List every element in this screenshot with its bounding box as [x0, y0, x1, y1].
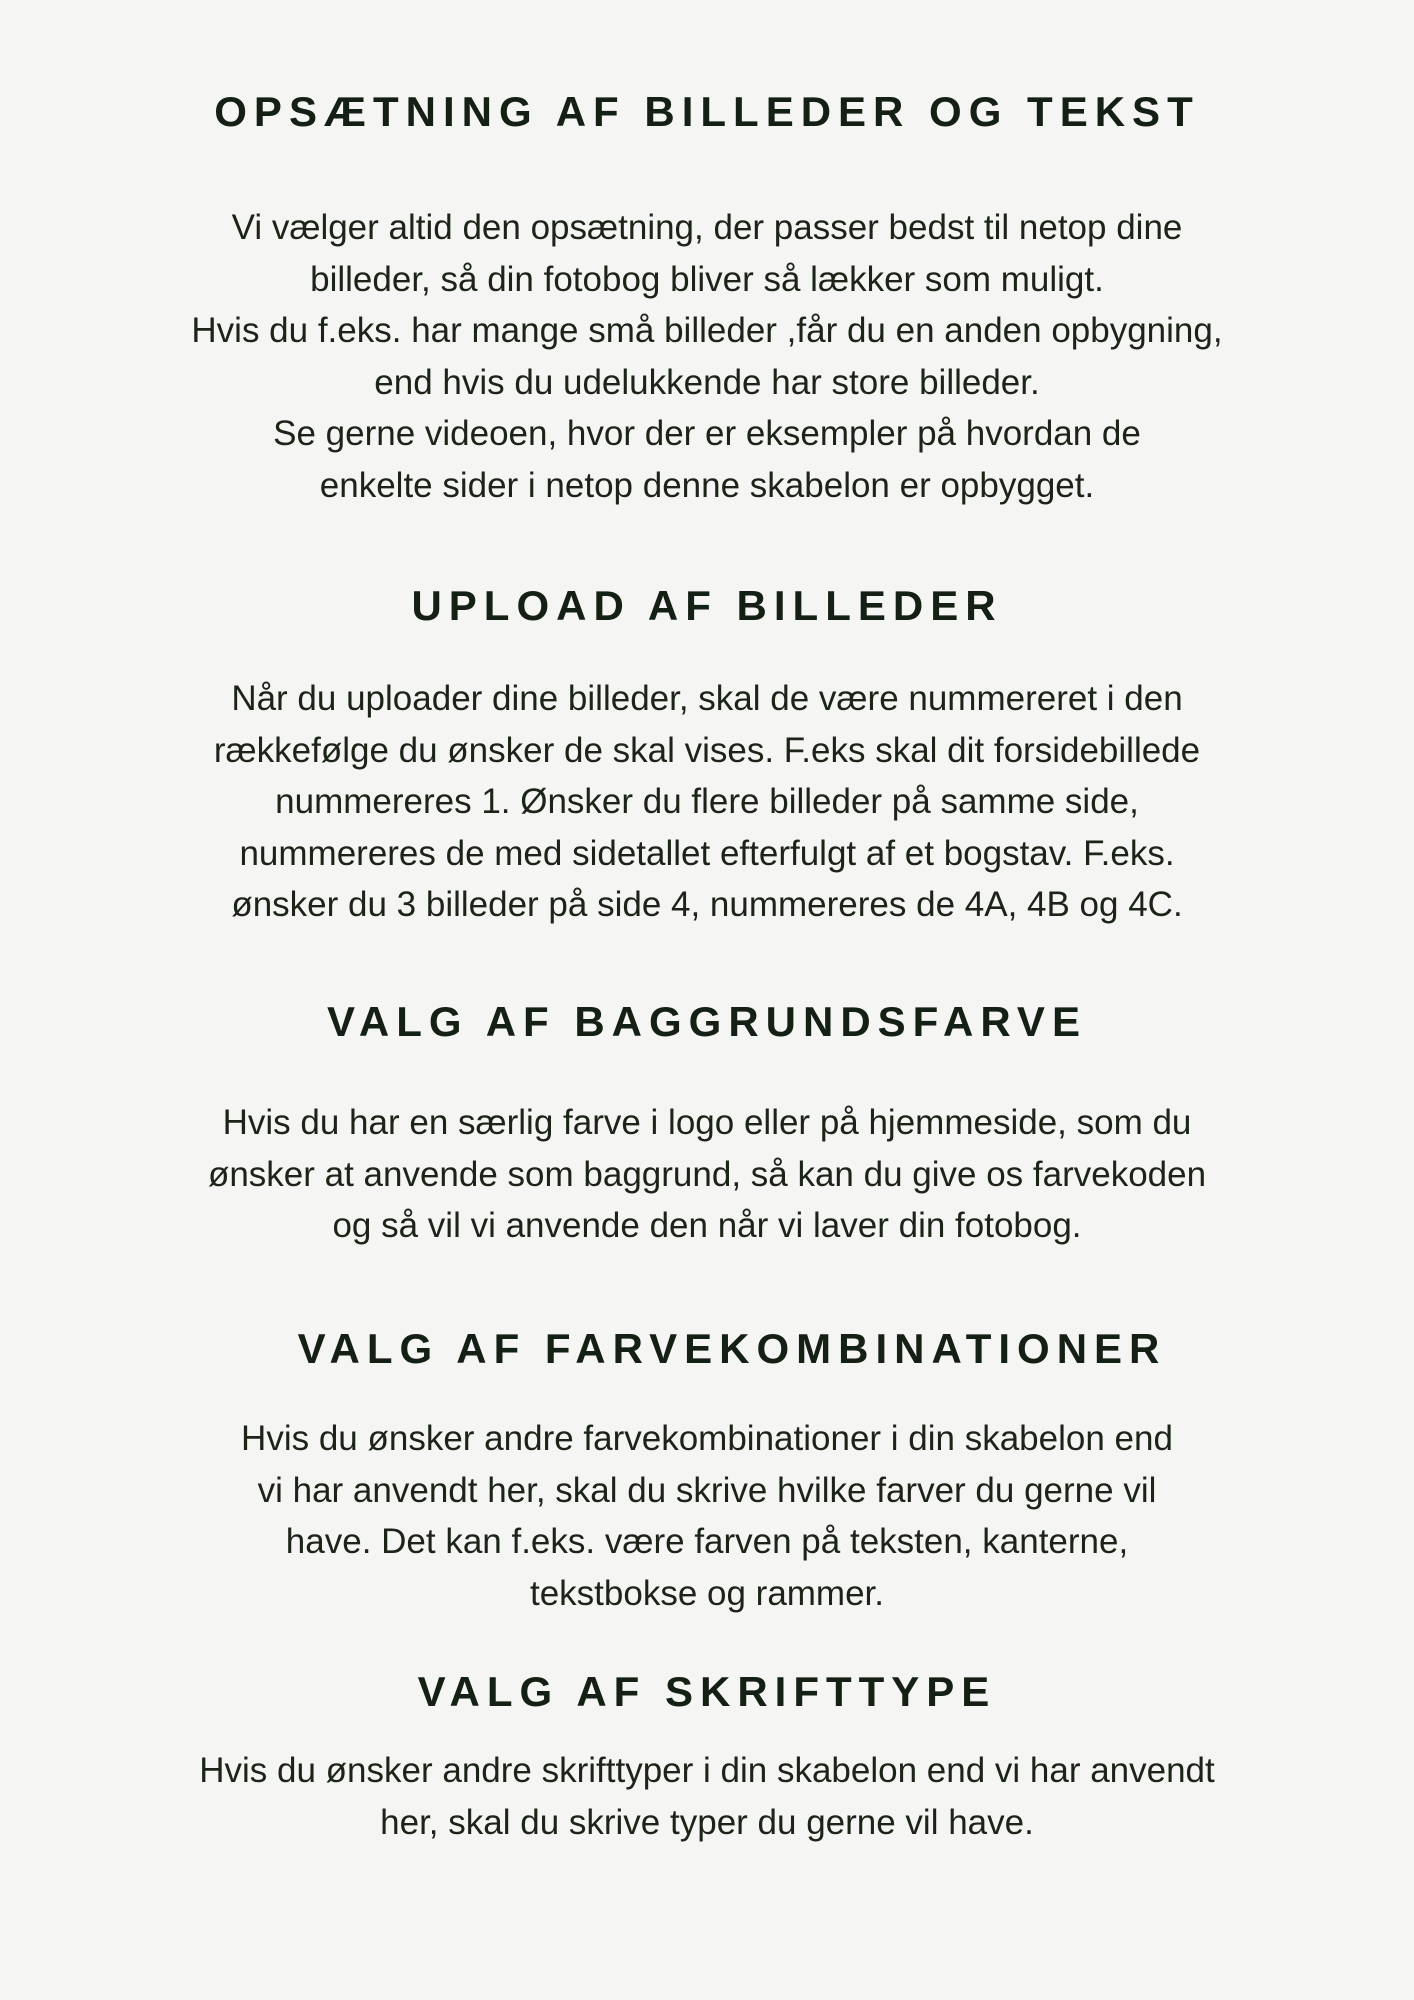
section-heading-background-color: VALG AF BAGGRUNDSFARVE — [327, 998, 1087, 1045]
section-body-upload — [100, 673, 1314, 931]
body-line: Når du uploader dine billeder, skal de være nummereret i den — [231, 679, 1183, 718]
body-line: enkelte sider i netop denne skabelon er opbygget. — [319, 465, 1095, 505]
body-line: her, skal du skrive typer du gerne vil have. — [380, 1802, 1034, 1842]
body-line: billeder, så din fotobog bliver så lækker som muligt. — [310, 259, 1104, 299]
body-line: nummereres 1. Ønsker du flere billeder på samme side, — [275, 782, 1139, 821]
section-body-background-color — [100, 1097, 1314, 1252]
body-line: Hvis du ønsker andre skrifttyper i din skabelon end vi har anvendt — [199, 1751, 1215, 1790]
body-line: have. Det kan f.eks. være farven på teksten, kanterne, — [285, 1522, 1129, 1561]
body-line: Se gerne videoen, hvor der er eksempler på hvordan de — [273, 414, 1141, 453]
body-line: tekstbokse og rammer. — [529, 1573, 885, 1613]
body-line: Hvis du har en særlig farve i logo eller på hjemmeside, som du — [222, 1103, 1192, 1142]
body-line: Hvis du f.eks. har mange små billeder ,får du en anden opbygning, — [191, 311, 1223, 350]
body-line: ønsker du 3 billeder på side 4, nummereres de 4A, 4B og 4C. — [231, 885, 1183, 924]
body-line: og så vil vi anvende den når vi laver din fotobog. — [332, 1206, 1082, 1245]
body-line: Hvis du ønsker andre farvekombinationer i din skabelon end — [241, 1419, 1173, 1458]
body-line: ønsker at anvende som baggrund, så kan du give os farvekoden — [207, 1154, 1207, 1194]
section-heading-upload: UPLOAD AF BILLEDER — [411, 582, 1003, 629]
body-line: Vi vælger altid den opsætning, der passer bedst til netop dine — [231, 208, 1183, 247]
body-line: end hvis du udelukkende har store billeder. — [374, 362, 1040, 402]
body-line: rækkefølge du ønsker de skal vises. F.eks skal dit forsidebillede — [213, 730, 1201, 770]
section-heading-color-combinations: VALG AF FARVEKOMBINATIONER — [297, 1325, 1167, 1372]
section-body-color-combinations — [100, 1413, 1314, 1619]
body-line: vi har anvendt her, skal du skrive hvilke farver du gerne vil — [257, 1470, 1157, 1510]
body-line: nummereres de med sidetallet efterfulgt af et bogstav. F.eks. — [239, 833, 1175, 873]
section-heading-font: VALG AF SKRIFTTYPE — [417, 1668, 997, 1715]
section-body-layout — [100, 202, 1314, 511]
section-heading-layout: OPSÆTNING AF BILLEDER OG TEKST — [214, 88, 1200, 135]
section-body-font — [100, 1745, 1314, 1848]
